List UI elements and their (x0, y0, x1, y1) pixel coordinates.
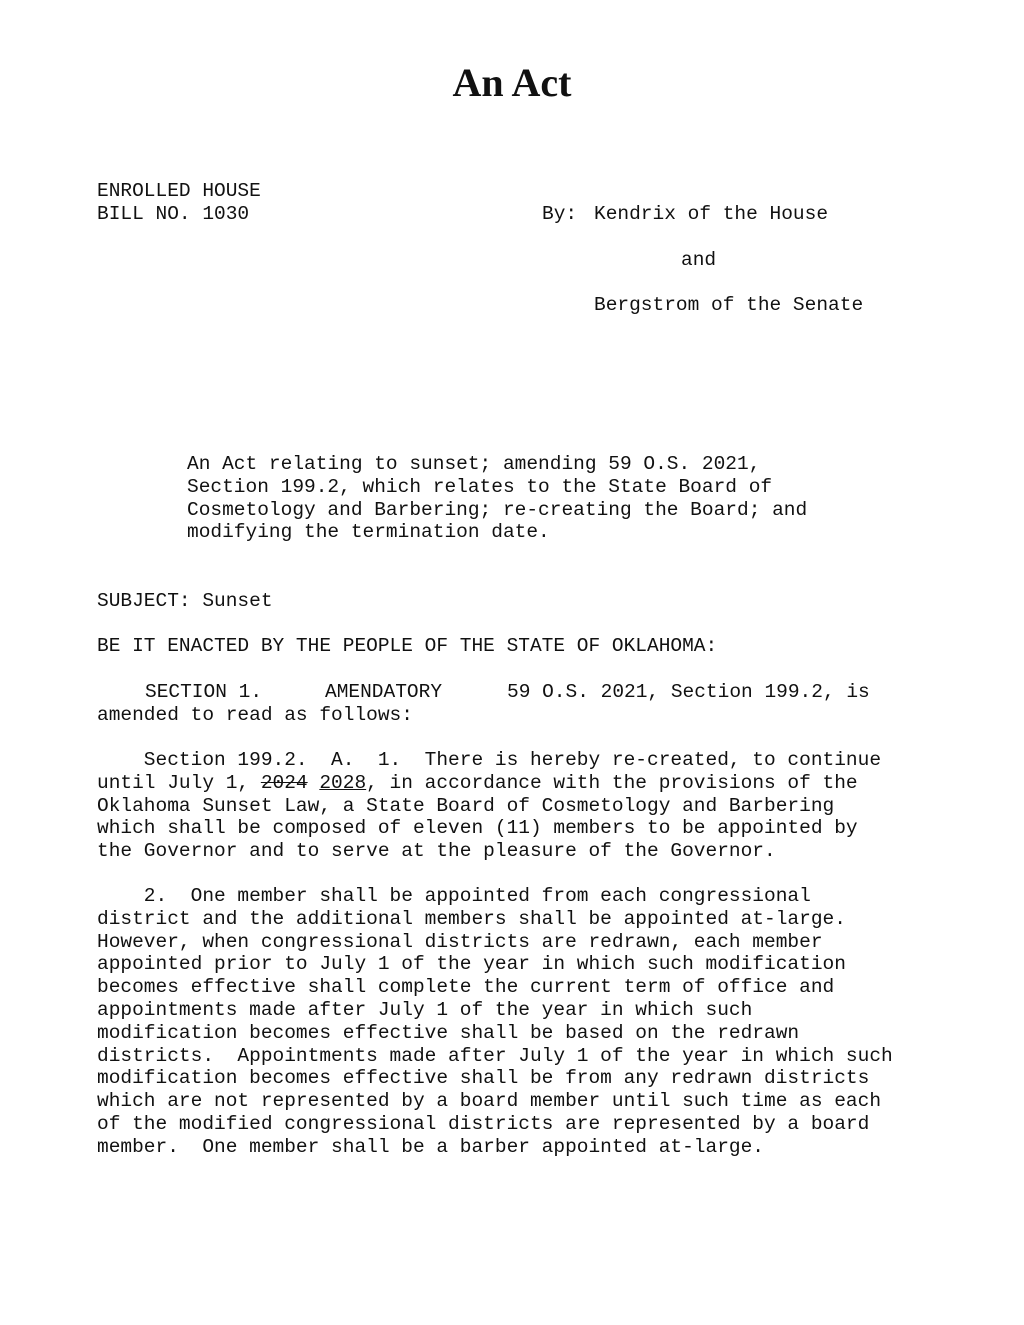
summary-line: Section 199.2, which relates to the State Board of (187, 476, 773, 498)
paragraph-line: which shall be composed of eleven (11) members to be appointed by (97, 817, 858, 840)
paragraph-line: 2. One member shall be appointed from each congressional (97, 885, 811, 907)
paragraph-line: district and the additional members shall be appointed at-large. (97, 907, 846, 930)
paragraph-line: becomes effective shall complete the current term of office and (97, 976, 835, 999)
paragraph-line: modification becomes effective shall be based on the redrawn (97, 1021, 800, 1044)
paragraph-line: Section 199.2. A. 1. There is hereby re-created, to continue (97, 749, 882, 771)
by-label: By: (542, 203, 578, 225)
summary-line: Cosmetology and Barbering; re-creating the Board; and (187, 499, 808, 521)
author-house: Kendrix of the House (594, 203, 829, 225)
section-label: SECTION 1. (145, 681, 263, 703)
summary-line: An Act relating to sunset; amending 59 O.S. 2021, (187, 453, 761, 475)
section-citation: 59 O.S. 2021, Section 199.2, is (507, 681, 870, 703)
paragraph-line: Oklahoma Sunset Law, a State Board of Cosmetology and Barbering (97, 794, 835, 817)
paragraph-line: districts. Appointments made after July 1 of the year in which such (97, 1044, 893, 1067)
paragraph-2 (97, 885, 893, 1159)
paragraph-line: the Governor and to serve at the pleasure of the Governor. (97, 840, 776, 863)
subject-line: SUBJECT: Sunset (97, 590, 273, 612)
line-prefix: until July 1, (97, 771, 261, 794)
section-type: AMENDATORY (325, 681, 443, 703)
paragraph-line: modification becomes effective shall be from any redrawn districts (97, 1067, 870, 1090)
document-title: An Act (452, 60, 572, 105)
paragraph-line: appointed prior to July 1 of the year in which such modification (97, 953, 846, 976)
summary-line: modifying the termination date. (187, 521, 550, 543)
bill-number-line1: ENROLLED HOUSE (97, 180, 261, 202)
paragraph-line: member. One member shall be a barber appointed at-large. (97, 1135, 765, 1158)
inserted-year: 2028 (319, 771, 367, 794)
section-line2: amended to read as follows: (97, 704, 413, 726)
line-suffix: , in accordance with the provisions of the (366, 771, 858, 794)
paragraph-line: appointments made after July 1 of the year in which such (97, 998, 753, 1021)
bill-number-line2: BILL NO. 1030 (97, 203, 250, 225)
paragraph-a1 (97, 749, 881, 863)
paragraph-line-amended (97, 772, 881, 795)
author-senate: Bergstrom of the Senate (594, 294, 864, 316)
paragraph-line: of the modified congressional districts are represented by a board (97, 1112, 870, 1135)
paragraph-line: However, when congressional districts are redrawn, each member (97, 930, 823, 953)
deleted-year: 2024 (260, 771, 308, 794)
enacting-clause: BE IT ENACTED BY THE PEOPLE OF THE STATE OF OKLAHOMA: (97, 635, 718, 657)
paragraph-line: which are not represented by a board member until such time as each (97, 1090, 882, 1113)
author-conjunction: and (681, 249, 717, 271)
